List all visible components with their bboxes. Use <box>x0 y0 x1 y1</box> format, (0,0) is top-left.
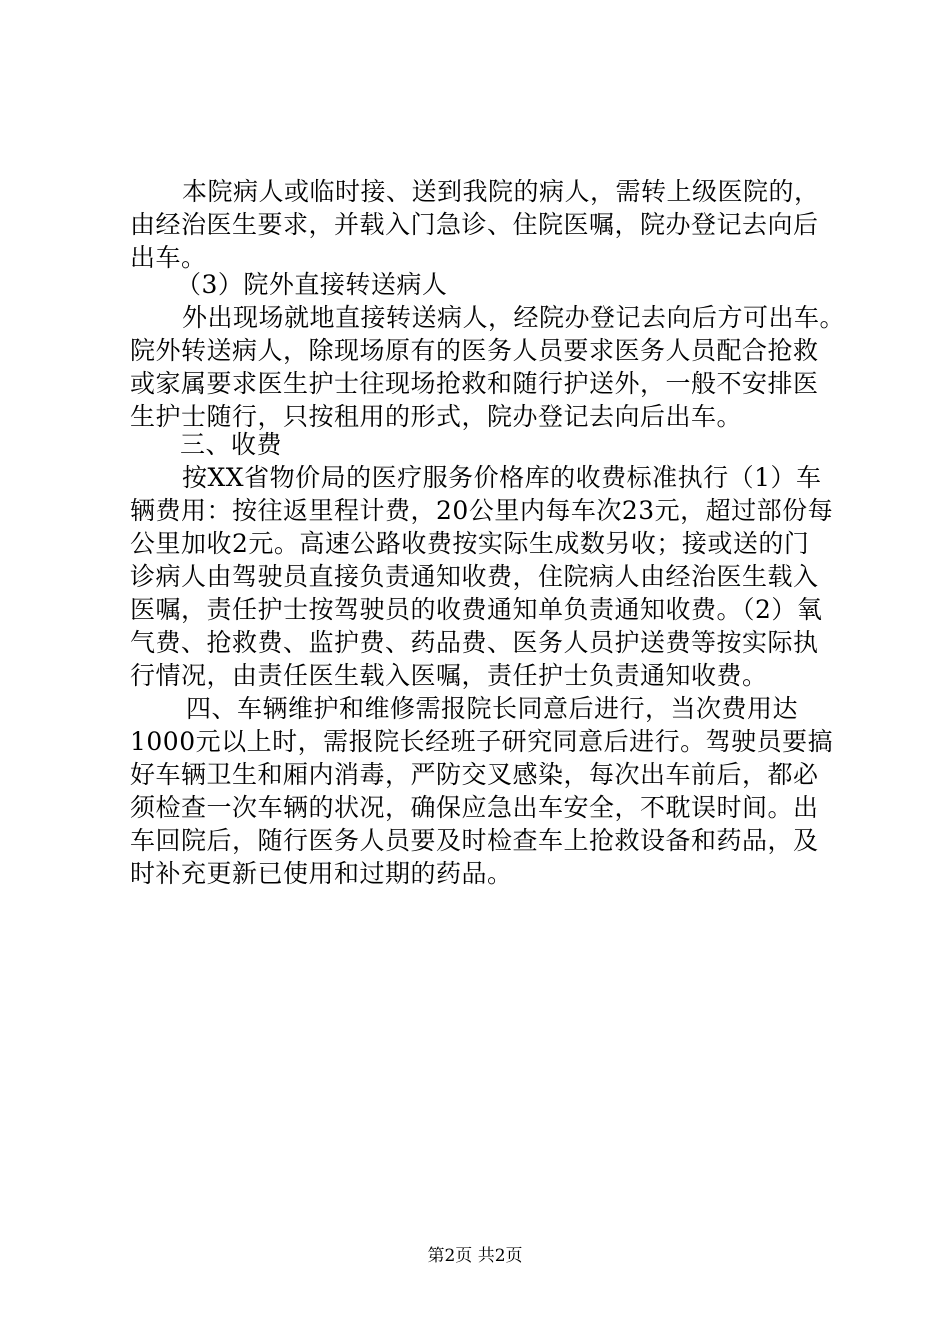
paragraph-line: 出车。 <box>130 243 207 272</box>
section-heading: 三、收费 <box>180 430 283 459</box>
paragraph-line: 好车辆卫生和厢内消毒，严防交叉感染，每次出车前后，都必 <box>130 760 819 789</box>
paragraph-line: 本院病人或临时接、送到我院的病人，需转上级医院的， <box>182 177 820 206</box>
paragraph-line: 1000元以上时，需报院长经班子研究同意后进行。驾驶员要搞 <box>130 727 834 756</box>
paragraph-line: 气费、抢救费、监护费、药品费、医务人员护送费等按实际执 <box>130 628 819 657</box>
section-heading: （3）院外直接转送病人 <box>176 270 448 299</box>
paragraph-line: 外出现场就地直接转送病人，经院办登记去向后方可出车。 <box>182 303 846 332</box>
paragraph-line: 院外转送病人，除现场原有的医务人员要求医务人员配合抢救 <box>130 336 819 365</box>
paragraph-line: 车回院后，随行医务人员要及时检查车上抢救设备和药品，及 <box>130 826 819 855</box>
paragraph-line: 由经治医生要求，并载入门急诊、住院医嘱，院办登记去向后 <box>130 210 819 239</box>
paragraph-line: 四、车辆维护和维修需报院长同意后进行，当次费用达 <box>186 694 799 723</box>
paragraph-line: 或家属要求医生护士往现场抢救和随行护送外，一般不安排医 <box>130 369 819 398</box>
paragraph-line: 生护士随行，只按租用的形式，院办登记去向后出车。 <box>130 402 743 431</box>
paragraph-line: 医嘱，责任护士按驾驶员的收费通知单负责通知收费。（2）氧 <box>130 595 823 624</box>
paragraph-line: 须检查一次车辆的状况，确保应急出车安全，不耽误时间。出 <box>130 793 819 822</box>
paragraph-line: 诊病人由驾驶员直接负责通知收费，住院病人由经治医生载入 <box>130 562 819 591</box>
paragraph-line: 行情况，由责任医生载入医嘱，责任护士负责通知收费。 <box>130 661 768 690</box>
paragraph-line: 辆费用：按往返里程计费，20公里内每车次23元，超过部份每 <box>130 496 834 525</box>
paragraph-line: 时补充更新已使用和过期的药品。 <box>130 859 513 888</box>
paragraph-line: 按XX省物价局的医疗服务价格库的收费标准执行（1）车 <box>182 463 822 492</box>
page-footer: 第2页 共2页 <box>427 1246 523 1266</box>
paragraph-line: 公里加收2元。高速公路收费按实际生成数另收；接或送的门 <box>130 529 810 558</box>
